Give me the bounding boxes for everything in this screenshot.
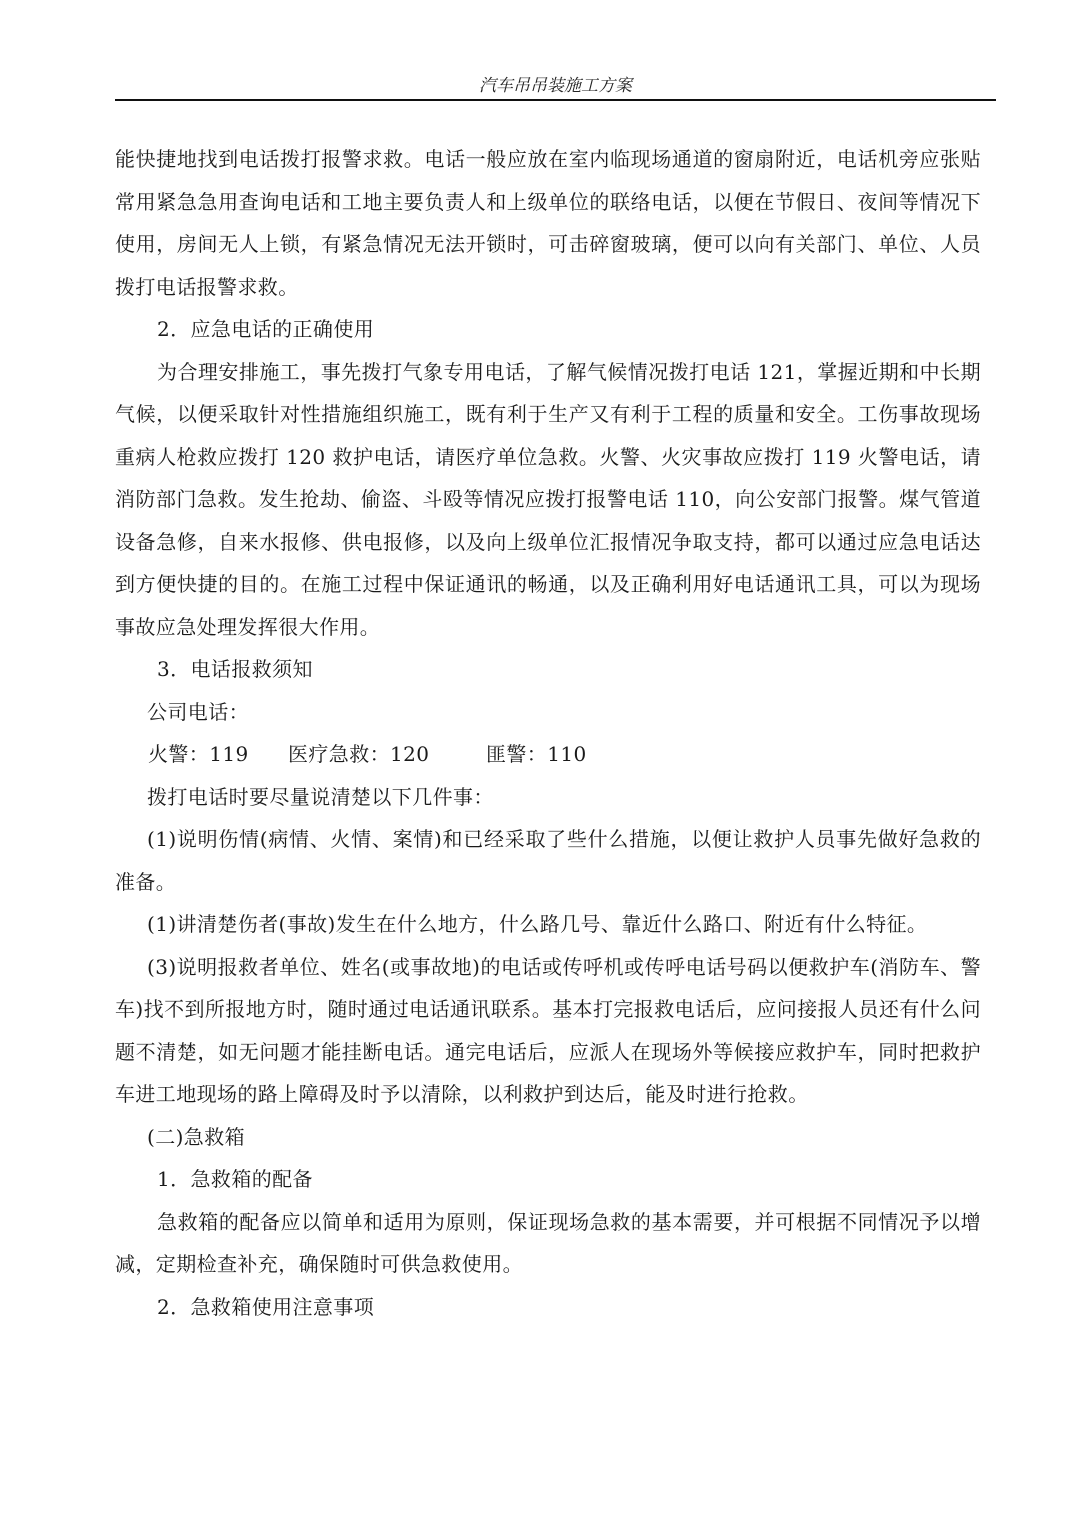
page-header [115, 74, 996, 101]
paragraph-phone-placement: 能快捷地找到电话拨打报警求救。电话一般应放在室内临现场通道的窗扇附近，电话机旁应张贴常用紧急急用查询电话和工地主要负责人和上级单位的联络电话，以便在节假日、夜间等情况下使用，房间无人上锁，有紧急情况无法开锁时，可击碎窗玻璃，便可以向有关部门、单位、人员拨打电话报警求救。 [115, 147, 981, 299]
checklist-item-injury: (1)说明伤情(病情、火情、案情)和已经采取了些什么措施，以便让救护人员事先做好急救的准备。 [115, 827, 981, 894]
police-alarm-number: 匪警：110 [486, 742, 587, 766]
medical-emergency-number: 医疗急救：120 [288, 742, 430, 766]
section-heading-first-aid-kit: (二)急救箱 [147, 1124, 246, 1149]
header-title: 汽车吊吊装施工方案 [479, 76, 632, 96]
paragraph-emergency-phone-use: 为合理安排施工，事先拨打气象专用电话，了解气候情况拨打电话 121，掌握近期和中长期气候，以便采取针对性措施组织施工，既有利于生产又有利于工程的质量和安全。工伤事故现场重病人枪救应拨打 120 救护电话，请医疗单位急救。火警、火灾事故应拨打 119 火警电话，请消防部门急救。发生抢劫、偷盗、斗殴等情况应拨打报警电话 110，向公安部门报警。煤气管道设备急修，自来水报修、供电报修，以及向上级单位汇报情况争取支持，都可以通过应急电话达到方便快捷的目的。在施工过程中保证通讯的畅通，以及正确利用好电话通讯工具，可以为现场事故应急处理发挥很大作用。 [115, 359, 981, 639]
document-body [115, 138, 981, 1328]
section-heading-phone-rescue-notes: 3．电话报救须知 [157, 657, 313, 681]
section-heading-kit-equipment: 1．急救箱的配备 [157, 1167, 313, 1191]
checklist-item-caller-info: (3)说明报救者单位、姓名(或事故地)的电话或传呼机或传呼电话号码以便救护车(消防车、警车)找不到所报地方时，随时通过电话通讯联系。基本打完报救电话后，应问接报人员还有什么问题不清楚，如无问题才能挂断电话。通完电话后，应派人在现场外等候接应救护车，同时把救护车进工地现场的路上障碍及时予以清除，以利救护到达后，能及时进行抢救。 [115, 954, 981, 1106]
call-checklist-intro: 拨打电话时要尽量说清楚以下几件事： [147, 784, 494, 809]
company-phone-label: 公司电话： [147, 699, 249, 724]
section-heading-kit-usage-notes: 2．急救箱使用注意事项 [157, 1294, 375, 1319]
section-heading-emergency-phone-use: 2．应急电话的正确使用 [157, 317, 375, 341]
paragraph-kit-equipment: 急救箱的配备应以简单和适用为原则，保证现场急救的基本需要，并可根据不同情况予以增减，定期检查补充，确保随时可供急救使用。 [115, 1209, 981, 1276]
fire-alarm-number: 火警：119 [148, 742, 249, 766]
alarm-numbers-line [115, 733, 981, 776]
checklist-item-location: (1)讲清楚伤者(事故)发生在什么地方，什么路几号、靠近什么路口、附近有什么特征。 [147, 912, 928, 936]
